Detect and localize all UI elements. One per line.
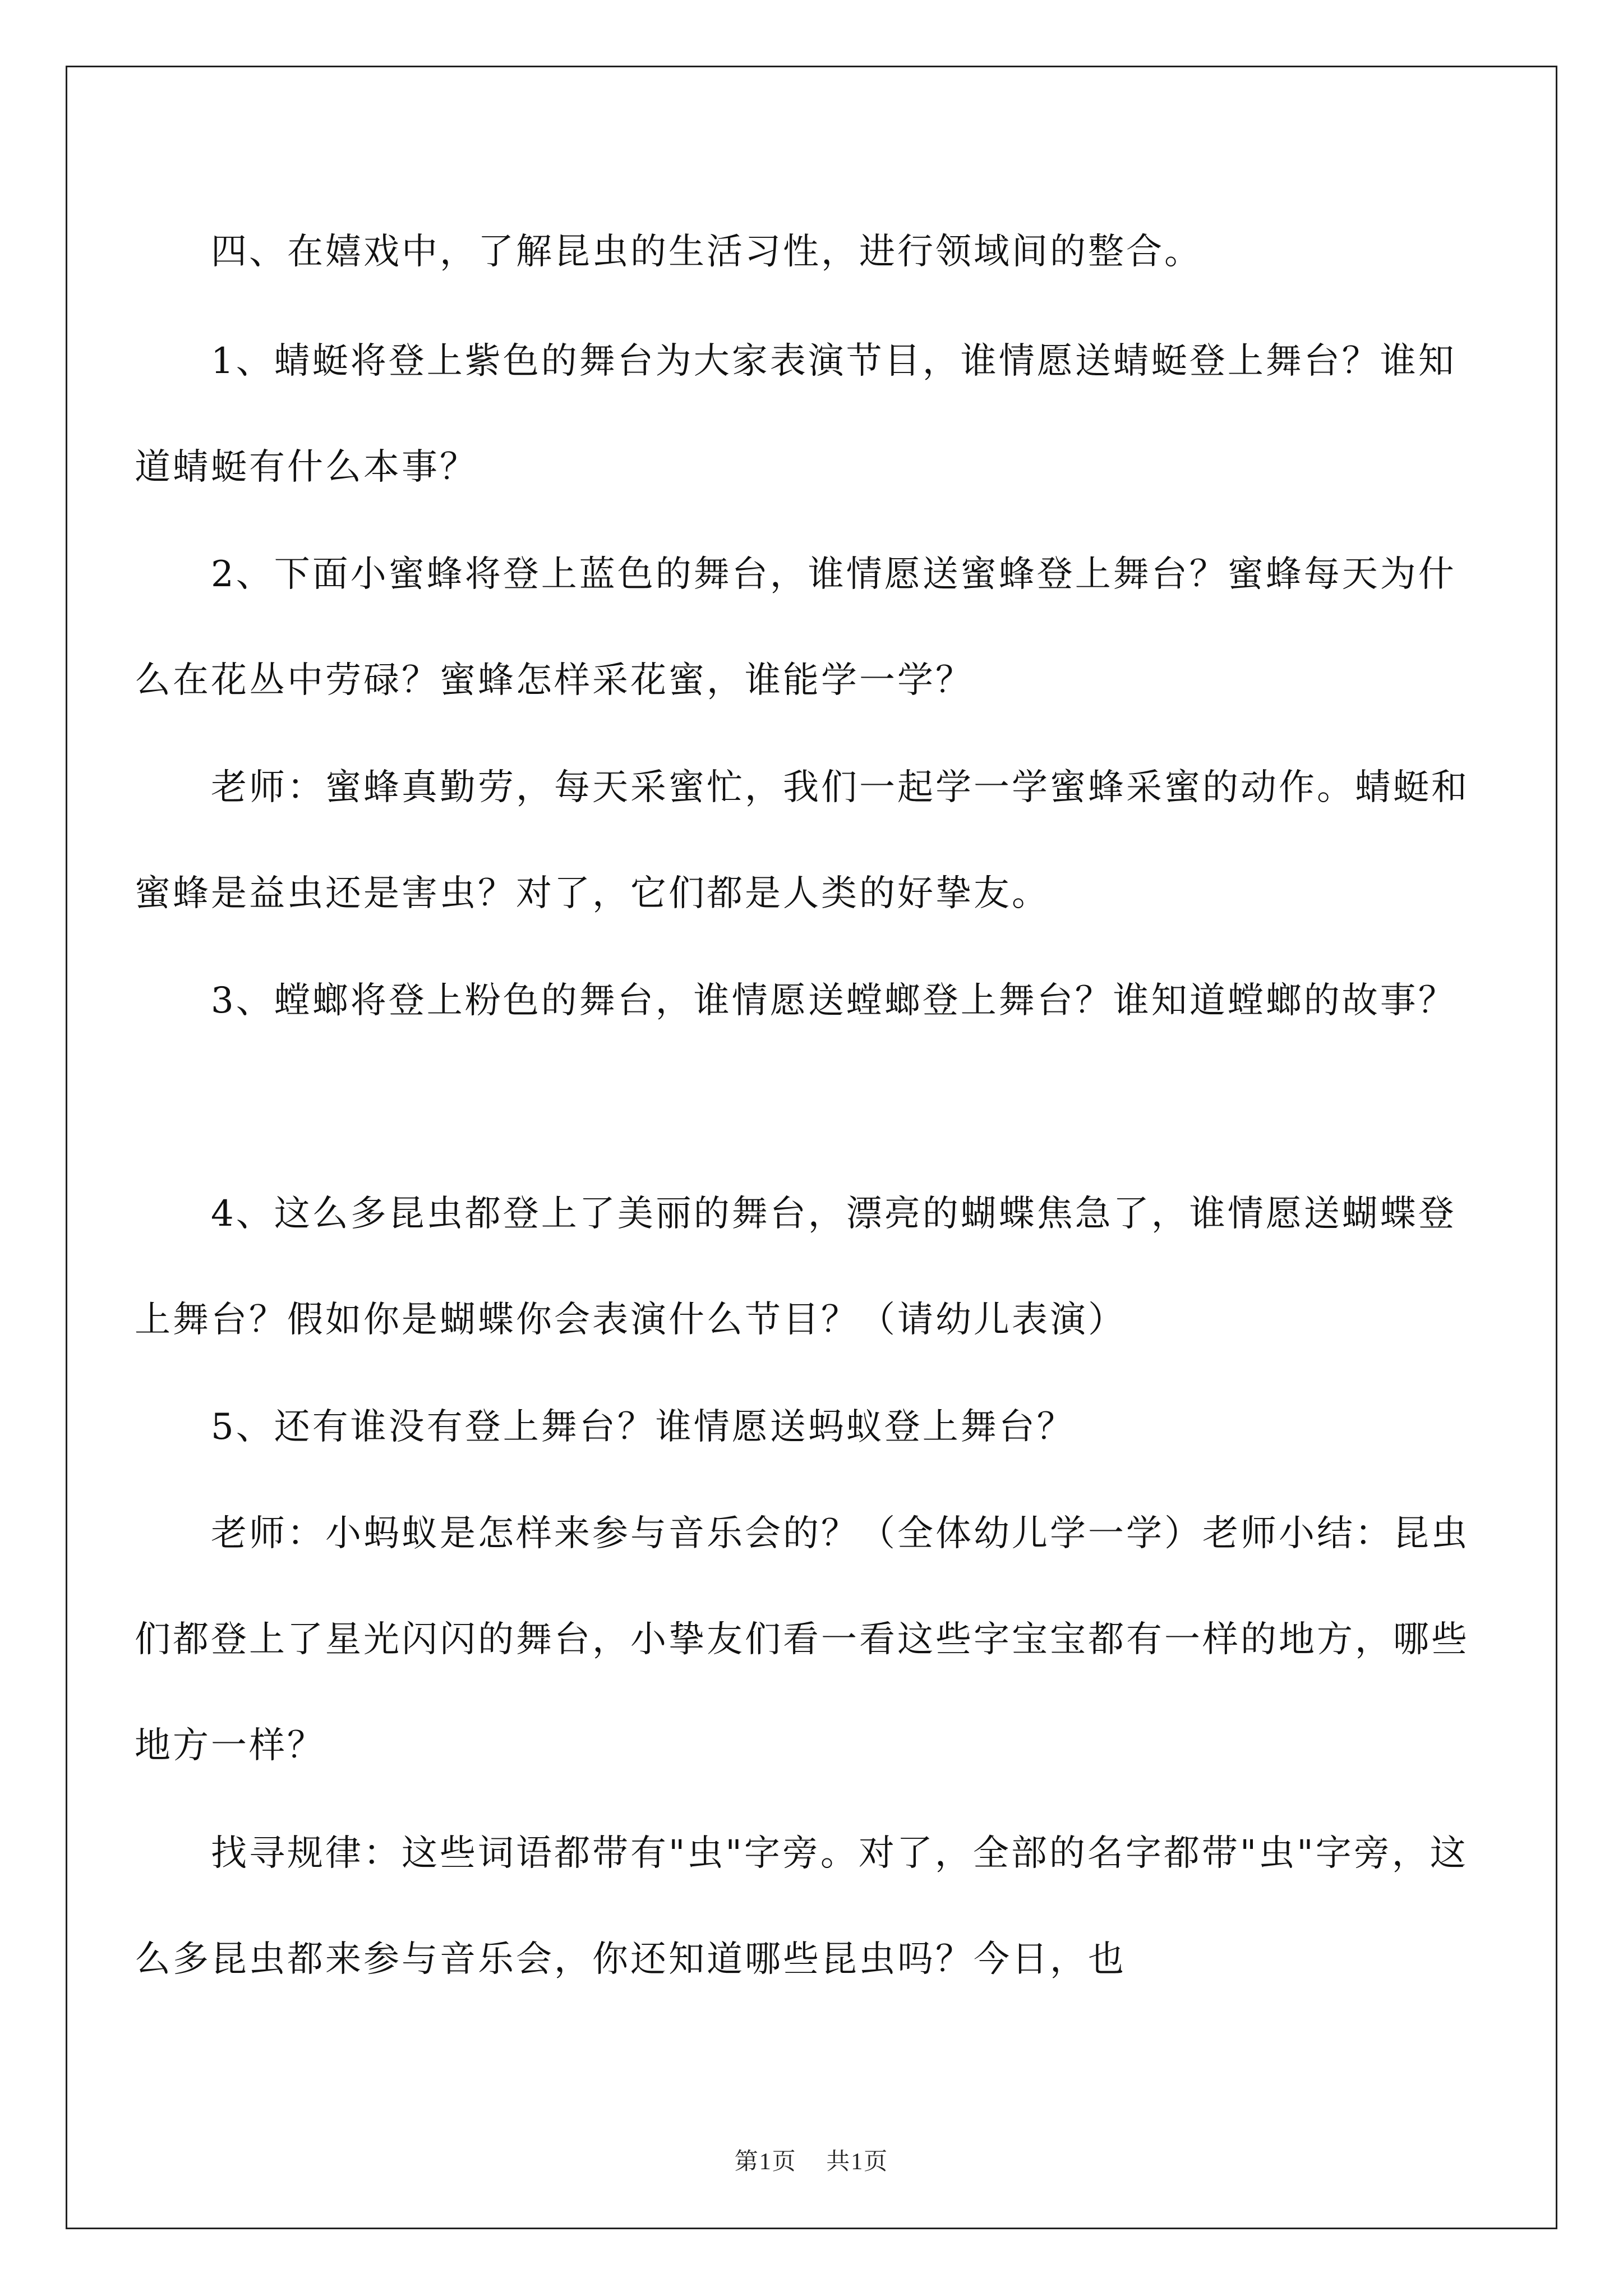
paragraph-3: 2、下面小蜜蜂将登上蓝色的舞台，谁情愿送蜜蜂登上舞台？蜜蜂每天为什么在花丛中劳碌？蜜蜂怎样采花蜜，谁能学一学？ — [135, 554, 1456, 701]
page-number: 第1页 — [734, 2149, 797, 2175]
page-footer — [0, 2143, 1623, 2177]
paragraph-1: 四、在嬉戏中，了解昆虫的生活习性，进行领域间的整合。 — [135, 231, 1202, 273]
page-total: 共1页 — [826, 2149, 889, 2175]
paragraph-7: 5、还有谁没有登上舞台？谁情愿送蚂蚁登上舞台？ — [135, 1406, 1075, 1448]
paragraph-4: 老师：蜜蜂真勤劳，每天采蜜忙，我们一起学一学蜜蜂采蜜的动作。蜻蜓和蜜蜂是益虫还是害虫？对了，它们都是人类的好挚友。 — [135, 767, 1469, 914]
paragraph-6: 4、这么多昆虫都登上了美丽的舞台，漂亮的蝴蝶焦急了，谁情愿送蝴蝶登上舞台？假如你是蝴蝶你会表演什么节目？（请幼儿表演） — [135, 1193, 1456, 1341]
paragraph-9: 找寻规律：这些词语都带有"虫"字旁。对了，全部的名字都带"虫"字旁，这么多昆虫都来参与音乐会，你还知道哪些昆虫吗？今日，也 — [135, 1833, 1468, 1980]
paragraph-5: 3、螳螂将登上粉色的舞台，谁情愿送螳螂登上舞台？谁知道螳螂的故事？ — [135, 980, 1456, 1022]
paragraph-2: 1、蜻蜓将登上紫色的舞台为大家表演节目，谁情愿送蜻蜓登上舞台？谁知道蜻蜓有什么本事？ — [135, 341, 1456, 488]
paragraph-8: 老师：小蚂蚁是怎样来参与音乐会的？（全体幼儿学一学）老师小结：昆虫们都登上了星光闪闪的舞台，小挚友们看一看这些字宝宝都有一样的地方，哪些地方一样？ — [135, 1513, 1469, 1766]
